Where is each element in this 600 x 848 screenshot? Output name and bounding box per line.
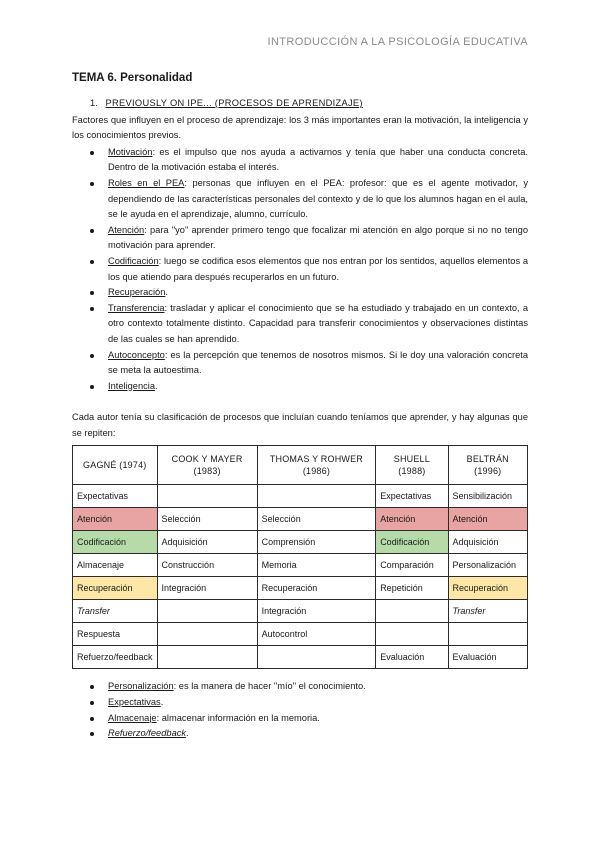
list-item-text: . [186, 728, 189, 739]
table-cell-highlight-green: Codificación [376, 531, 448, 554]
list-item [72, 145, 528, 176]
list-item-text: : personas que influyen en el PEA: profesor: que es el agente motivador, y dependiendo de las características personales del contexto y de lo que los alumnos hagan en el aula, se le ayuda en el aprendizaje, alumno, currículo. [108, 177, 528, 220]
table-cell: Recuperación [257, 577, 376, 600]
table-cell [257, 485, 376, 508]
list-item-text: : almacenar información en la memoria. [156, 712, 320, 723]
table-cell-highlight-red: Atención [73, 508, 158, 531]
document-body [72, 96, 528, 742]
bullet-icon [90, 717, 94, 721]
table-cell [448, 623, 527, 646]
list-item-term: Refuerzo/feedback [108, 728, 187, 739]
list-item [72, 254, 528, 285]
section-heading [72, 96, 528, 112]
table-row [73, 554, 528, 577]
table-cell: Integración [257, 600, 376, 623]
table-cell-highlight-yellow: Recuperación [448, 577, 527, 600]
bullet-icon [90, 701, 94, 705]
table-cell: Personalización [448, 554, 527, 577]
list-item-term: Autoconcepto [108, 349, 165, 360]
table-header-cell: BELTRÁN (1996) [448, 446, 527, 485]
table-cell: Comparación [376, 554, 448, 577]
list-item-term: Inteligencia [108, 380, 156, 391]
bullet-icon [90, 229, 94, 233]
list-item-term: Recuperación [108, 287, 166, 298]
definition-list [72, 679, 528, 741]
table-cell: Evaluación [448, 646, 527, 669]
bullet-icon [90, 307, 94, 311]
table-cell: Respuesta [73, 623, 158, 646]
table-cell [376, 600, 448, 623]
table-row [73, 531, 528, 554]
list-item-term: Codificación [108, 255, 159, 266]
table-cell: Refuerzo/feedback [73, 646, 158, 669]
list-item-term: Expectativas [108, 697, 161, 708]
table-cell-highlight-red: Atención [448, 508, 527, 531]
table-cell: Selección [157, 508, 257, 531]
table-cell [157, 485, 257, 508]
table-cell [376, 623, 448, 646]
table-cell: Integración [157, 577, 257, 600]
table-cell: Comprensión [257, 531, 376, 554]
list-item [72, 379, 528, 395]
list-item [72, 695, 528, 711]
table-header-cell: COOK Y MAYER (1983) [157, 446, 257, 485]
list-item-text: : es la manera de hacer "mío" el conocimiento. [173, 681, 366, 692]
list-item [72, 726, 528, 742]
table-cell: Autocontrol [257, 623, 376, 646]
list-item-text: : trasladar y aplicar el conocimiento que se ha estudiado y trabajado en un contexto, a otro contexto totalmente distinto. Capacidad para transferir conocimientos y observaciones distintas de las cuales se han aprendido. [108, 302, 528, 344]
table-cell: Adquisición [448, 531, 527, 554]
table-cell-highlight-yellow: Recuperación [73, 577, 158, 600]
list-item-term: Roles en el PEA [108, 177, 185, 188]
bullet-icon [90, 685, 94, 689]
list-item [72, 285, 528, 301]
table-intro-paragraph: Cada autor tenía su clasificación de procesos que incluían cuando teníamos que aprender, y hay algunas que se repiten: [72, 412, 528, 438]
list-item-text: : luego se codifica esos elementos que nos entran por los sentidos, aquellos elementos a los que atiendo para después recuperarlos en un futuro. [108, 255, 528, 282]
bullet-icon [90, 260, 94, 264]
table-row [73, 600, 528, 623]
list-item [72, 711, 528, 727]
list-item-text: : es el impulso que nos ayuda a activarnos y tenía que haber una conducta concreta. Dentro de la motivación estaba el interés. [108, 146, 528, 173]
list-item [72, 301, 528, 348]
table-cell: Sensibilización [448, 485, 527, 508]
table-header-cell: THOMAS Y ROHWER (1986) [257, 446, 376, 485]
table-cell-highlight-green: Codificación [73, 531, 158, 554]
table-cell: Adquisición [157, 531, 257, 554]
table-cell-highlight-red: Atención [376, 508, 448, 531]
list-item-text: : para "yo" aprender primero tengo que focalizar mi atención en algo porque si no no tengo motivación para aprender. [108, 224, 528, 251]
table-cell: Evaluación [376, 646, 448, 669]
bullet-icon [90, 385, 94, 389]
table-cell: Transfer [73, 600, 158, 623]
table-cell [157, 600, 257, 623]
table-cell: Construcción [157, 554, 257, 577]
table-cell [157, 646, 257, 669]
table-row [73, 508, 528, 531]
bullet-icon [90, 291, 94, 295]
list-item [72, 176, 528, 223]
list-item-text: . [165, 287, 168, 298]
page-title: TEMA 6. Personalidad [72, 72, 193, 84]
list-item-term: Personalización [108, 681, 174, 692]
bullet-icon [90, 732, 94, 736]
table-cell: Repetición [376, 577, 448, 600]
process-table [72, 445, 528, 669]
list-item-term: Almacenaje [108, 712, 157, 723]
list-item [72, 223, 528, 254]
bullet-icon [90, 151, 94, 155]
table-cell: Transfer [448, 600, 527, 623]
table-row [73, 577, 528, 600]
list-item [72, 679, 528, 695]
list-item [72, 348, 528, 379]
section-heading-text: PREVIOUSLY ON IPE... (PROCESOS DE APRENDIZAJE) [105, 98, 363, 108]
list-item-term: Transferencia [108, 302, 165, 313]
table-header-cell: SHUELL (1988) [376, 446, 448, 485]
list-item-text: . [155, 380, 158, 391]
table-row [73, 485, 528, 508]
list-item-text: . [160, 697, 164, 708]
table-row [73, 623, 528, 646]
bullet-icon [90, 182, 94, 186]
table-cell: Selección [257, 508, 376, 531]
list-item-term: Atención [108, 224, 145, 235]
table-header-cell: GAGNÉ (1974) [73, 446, 158, 485]
list-item-term: Motivación [108, 146, 153, 157]
table-cell [257, 646, 376, 669]
running-header: INTRODUCCIÓN A LA PSICOLOGÍA EDUCATIVA [267, 36, 528, 48]
intro-paragraph: Factores que influyen en el proceso de aprendizaje: los 3 más importantes eran la motivación, la inteligencia y los conocimientos previos. [72, 114, 528, 141]
table-row [73, 646, 528, 669]
list-item-text: : es la percepción que tenemos de nosotros mismos. Si le doy una valoración concreta se meta la autoestima. [108, 349, 528, 376]
table-header-row [73, 446, 528, 485]
bullet-icon [90, 354, 94, 358]
table-cell: Expectativas [376, 485, 448, 508]
table-cell: Expectativas [73, 485, 158, 508]
table-cell: Memoria [257, 554, 376, 577]
factor-list [72, 145, 528, 395]
table-cell [157, 623, 257, 646]
table-cell: Almacenaje [73, 554, 158, 577]
section-number: 1. [90, 98, 98, 108]
